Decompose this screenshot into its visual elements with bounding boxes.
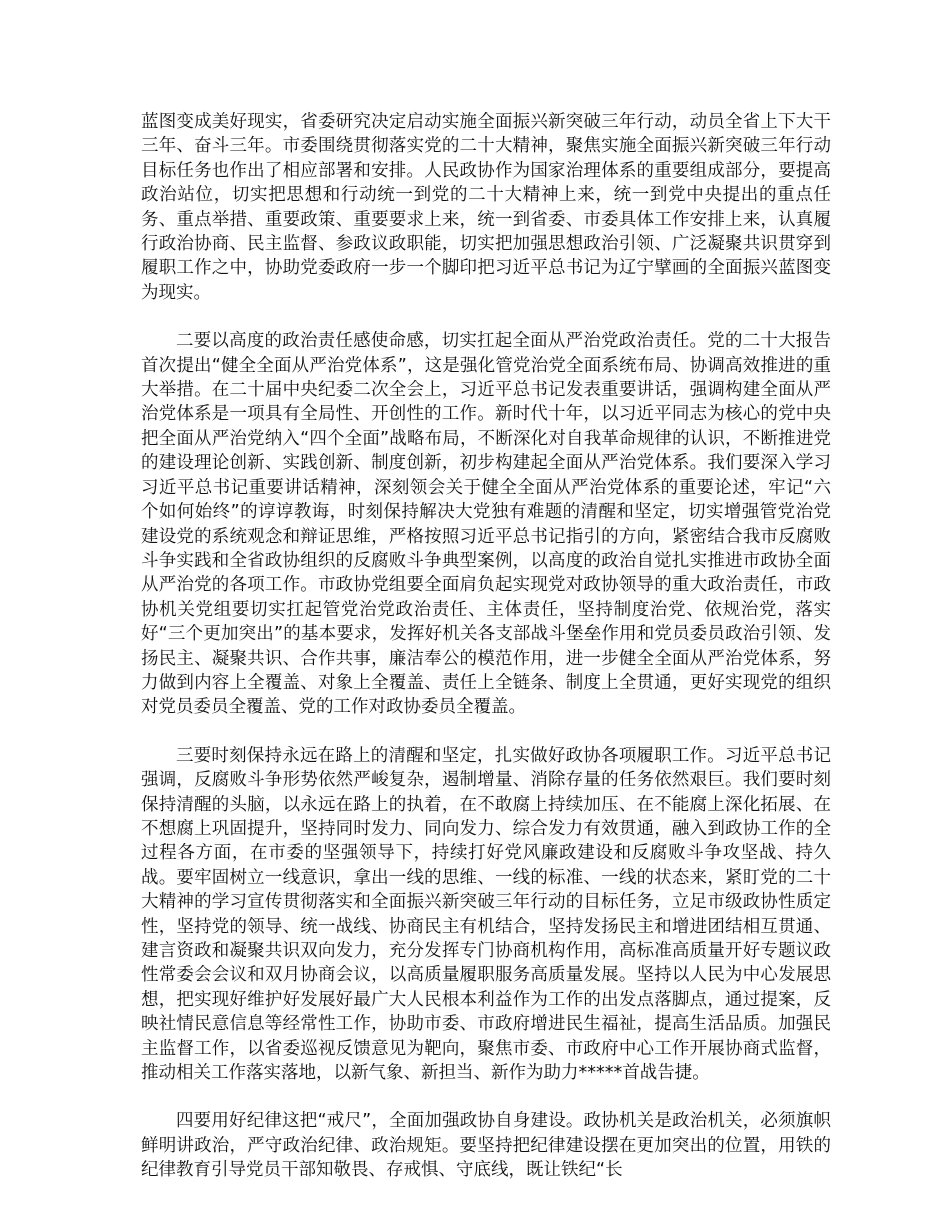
paragraph-point-four: 四要用好纪律这把“戒尺”，全面加强政协自身建设。政协机关是政治机关，必须旗帜鲜明讲政治，严守政治纪律、政治规矩。要坚持把纪律建设摆在更加突出的位置，用铁的纪律教育引导党员干部知敬畏、存戒惧、守底线，既让铁纪“长 <box>141 1111 831 1181</box>
paragraph-continuation: 蓝图变成美好现实，省委研究决定启动实施全面振兴新突破三年行动，动员全省上下大干三年、奋斗三年。市委围绕贯彻落实党的二十大精神，聚焦实施全面振兴新突破三年行动目标任务也作出了相应部署和安排。人民政协作为国家治理体系的重要组成部分，要提高政治站位，切实把思想和行动统一到党的二十大精神上来，统一到党中央提出的重点任务、重点举措、重要政策、重要要求上来，统一到省委、市委具体工作安排上来，认真履行政治协商、民主监督、参政议政职能，切实把加强思想政治引领、广泛凝聚共识贯穿到履职工作之中，协助党委政府一步一个脚印把习近平总书记为辽宁擘画的全面振兴蓝图变为现实。 <box>141 112 831 303</box>
document-body <box>141 110 831 1183</box>
paragraph-point-three: 三要时刻保持永远在路上的清醒和坚定，扎实做好政协各项履职工作。习近平总书记强调，反腐败斗争形势依然严峻复杂，遏制增量、消除存量的任务依然艰巨。我们要时刻保持清醒的头脑，以永远在路上的执着，在不敢腐上持续加压、在不能腐上深化拓展、在不想腐上巩固提升，坚持同时发力、同向发力、综合发力有效贯通，融入到政协工作的全过程各方面，在市委的坚强领导下，持续打好党风廉政建设和反腐败斗争攻坚战、持久战。要牢固树立一线意识，拿出一线的思维、一线的标准、一线的状态来，紧盯党的二十大精神的学习宣传贯彻落实和全面振兴新突破三年行动的目标任务，立足市级政协性质定性，坚持党的领导、统一战线、协商民主有机结合，坚持发扬民主和增进团结相互贯通、建言资政和凝聚共识双向发力，充分发挥专门协商机构作用，高标准高质量开好专题议政性常委会会议和双月协商会议，以高质量履职服务高质量发展。坚持以人民为中心发展思想，把实现好维护好发展好最广大人民根本利益作为工作的出发点落脚点，通过提案，反映社情民意信息等经常性工作，协助市委、市政府增进民生福祉，提高生活品质。加强民主监督工作，以省委巡视反馈意见为靶向，聚焦市委、市政府中心工作开展协商式监督，推动相关工作落实落地，以新气象、新担当、新作为助力*****首战告捷。 <box>141 745 831 1084</box>
paragraph-point-two: 二要以高度的政治责任感使命感，切实扛起全面从严治党政治责任。党的二十大报告首次提出“健全全面从严治党体系”，这是强化管党治党全面系统布局、协调高效推进的重大举措。在二十届中央纪委二次全会上，习近平总书记发表重要讲话，强调构建全面从严治党体系是一项具有全局性、开创性的工作。新时代十年，以习近平同志为核心的党中央把全面从严治党纳入“四个全面”战略布局，不断深化对自我革命规律的认识，不断推进党的建设理论创新、实践创新、制度创新，初步构建起全面从严治党体系。我们要深入学习习近平总书记重要讲话精神，深刻领会关于健全全面从严治党体系的重要论述，牢记“六个如何始终”的谆谆教诲，时刻保持解决大党独有难题的清醒和坚定，切实增强管党治党建设党的系统观念和辩证思维，严格按照习近平总书记指引的方向，紧密结合我市反腐败斗争实践和全省政协组织的反腐败斗争典型案例，以高度的政治自觉扎实推进市政协全面从严治党的各项工作。市政协党组要全面肩负起实现党对政协领导的重大政治责任，市政协机关党组要切实扛起管党治党政治责任、主体责任，坚持制度治党、依规治党，落实好“三个更加突出”的基本要求，发挥好机关各支部战斗堡垒作用和党员委员政治引领、发扬民主、凝聚共识、合作共事，廉洁奉公的模范作用，进一步健全全面从严治党体系，努力做到内容上全覆盖、对象上全覆盖、责任上全链条、制度上全贯通，更好实现党的组织对党员委员全覆盖、党的工作对政协委员全覆盖。 <box>141 331 831 718</box>
